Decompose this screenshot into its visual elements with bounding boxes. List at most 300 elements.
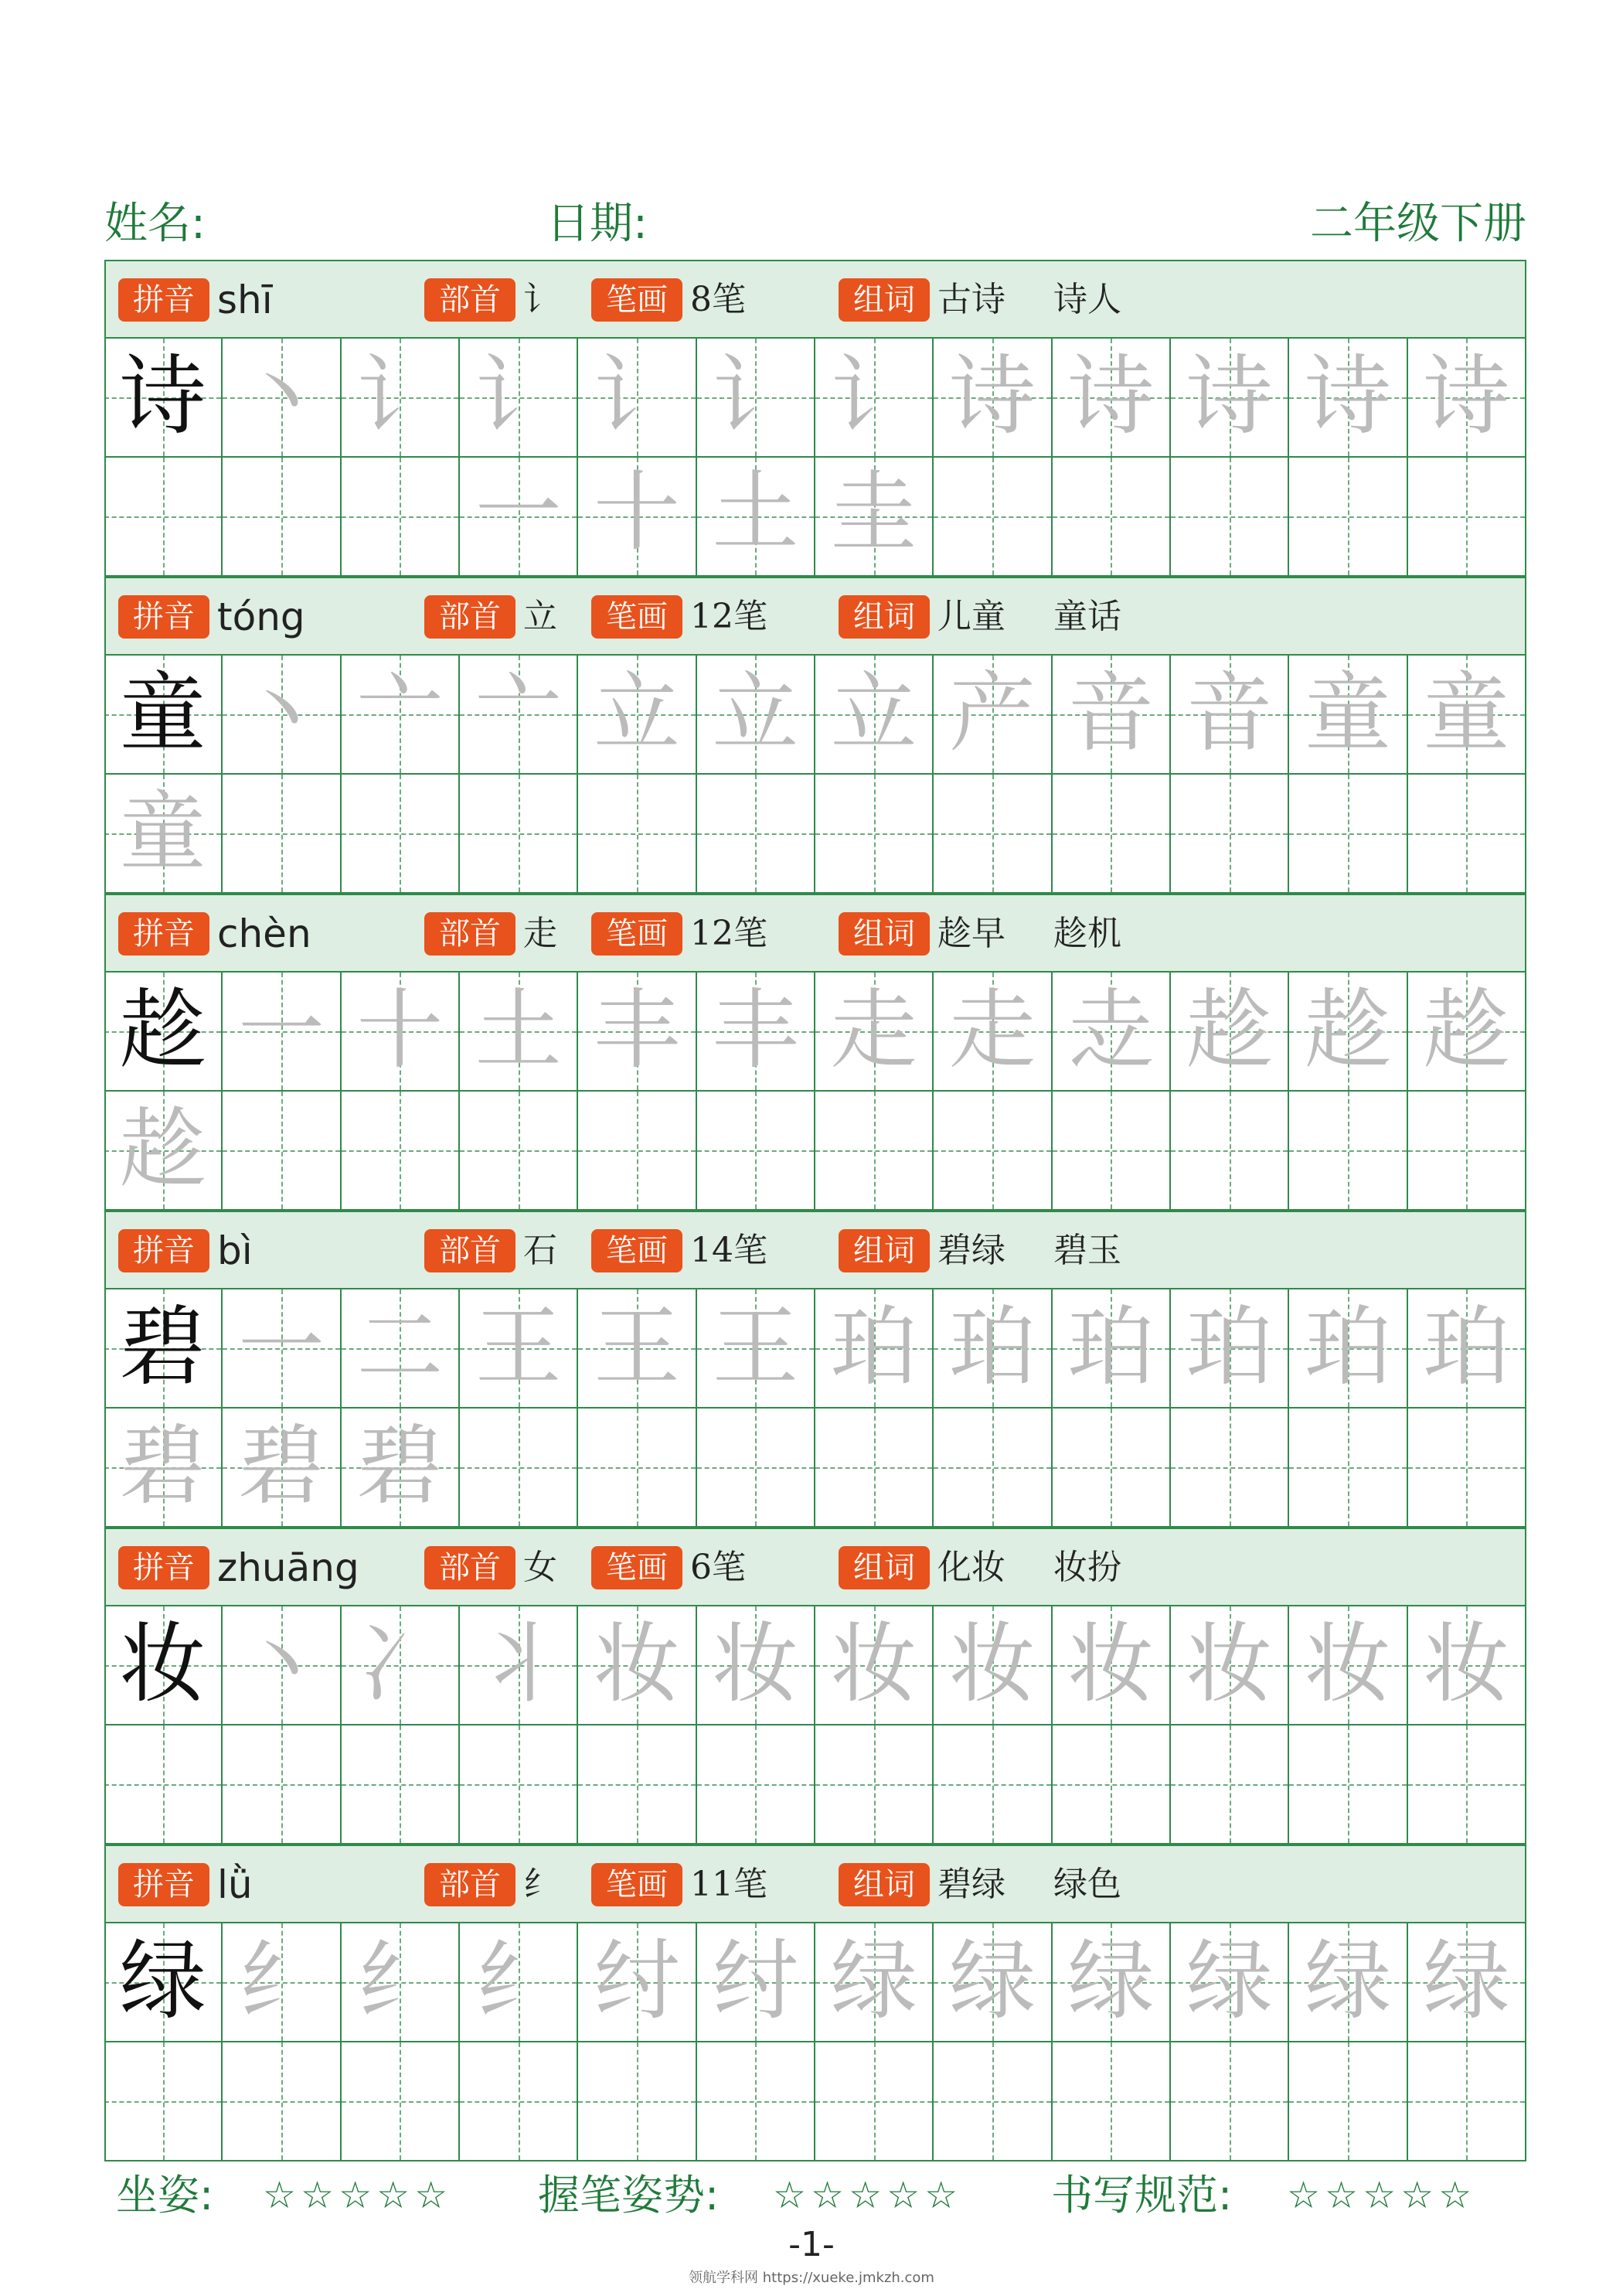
writing-cell[interactable] <box>460 775 578 894</box>
writing-cell[interactable] <box>1408 458 1526 577</box>
writing-cell[interactable] <box>104 656 223 775</box>
stroke-step: 纣 <box>712 1931 799 2032</box>
stroke-step: 丰 <box>593 980 680 1081</box>
trace-character: 童 <box>119 782 206 883</box>
writing-cell[interactable] <box>104 1409 223 1528</box>
writing-cell[interactable] <box>697 775 815 894</box>
stroke-step: 立 <box>712 663 799 764</box>
writing-cell[interactable] <box>697 1289 815 1409</box>
stroke-step: 趁 <box>1304 980 1391 1081</box>
writing-cell[interactable] <box>1171 339 1289 458</box>
stroke-step: 讠圭 <box>830 346 917 563</box>
evaluation-footer <box>116 2165 1523 2226</box>
writing-cell[interactable] <box>1289 1606 1407 1725</box>
strokes-value: 12笔 <box>690 597 767 636</box>
date-label: 日期: <box>546 199 648 249</box>
writing-cell[interactable] <box>1171 1923 1289 2042</box>
writing-cell[interactable] <box>1053 656 1171 775</box>
writing-cell[interactable] <box>460 339 578 563</box>
writing-cell[interactable] <box>578 1923 696 2042</box>
stroke-step: 亠 <box>475 663 562 764</box>
writing-cell[interactable] <box>578 1092 696 1211</box>
stroke-step: 珀 <box>948 1297 1036 1398</box>
writing-cell[interactable] <box>1171 1289 1289 1409</box>
writing-cell[interactable] <box>578 973 696 1092</box>
page-number: -1- <box>788 2225 835 2264</box>
writing-cell[interactable] <box>342 973 460 1092</box>
writing-cell[interactable] <box>342 339 460 458</box>
writing-cell[interactable] <box>342 1725 460 1845</box>
stroke-step: 绿 <box>1186 1931 1273 2032</box>
strokes-tag: 笔画 <box>591 595 682 639</box>
stroke-step: 诗 <box>1067 346 1155 447</box>
writing-cell[interactable] <box>104 1606 223 1725</box>
character-info-bar <box>104 894 1526 973</box>
words-tag: 组词 <box>839 278 930 322</box>
stroke-step: 音 <box>1186 663 1273 764</box>
writing-cell[interactable] <box>578 339 696 563</box>
stroke-step: 王 <box>593 1297 680 1398</box>
writing-cell[interactable] <box>815 1092 934 1211</box>
writing-cells <box>104 973 1526 1211</box>
writing-cell[interactable] <box>815 775 934 894</box>
writing-cells <box>104 339 1526 577</box>
strokes-value: 11笔 <box>690 1865 767 1904</box>
writing-cell[interactable] <box>934 656 1052 775</box>
writing-cells <box>104 1289 1526 1528</box>
writing-cell[interactable] <box>1408 2042 1526 2161</box>
writing-cell[interactable] <box>460 1092 578 1211</box>
stroke-step: 讠十 <box>593 346 680 563</box>
writing-cell[interactable] <box>1171 973 1289 1092</box>
writing-cell[interactable] <box>1053 339 1171 458</box>
writing-cell[interactable] <box>1289 2042 1407 2161</box>
words-tag: 组词 <box>839 595 930 639</box>
writing-cell[interactable] <box>934 1289 1052 1409</box>
stroke-step: 产 <box>948 663 1036 764</box>
radical-tag: 部首 <box>424 278 515 322</box>
stroke-step: 珀 <box>1067 1297 1155 1398</box>
writing-cell[interactable] <box>934 1409 1052 1528</box>
pinyin-tag: 拼音 <box>118 278 209 322</box>
strokes-value: 8笔 <box>690 280 746 319</box>
stroke-step: 趁 <box>1423 980 1510 1081</box>
character-block <box>104 577 1526 894</box>
radical-value: 讠 <box>523 280 557 319</box>
writing-cell[interactable] <box>1408 1923 1526 2042</box>
writing-cell[interactable] <box>1289 339 1407 458</box>
stroke-step: 王 <box>475 1297 562 1398</box>
writing-cell[interactable] <box>697 1606 815 1725</box>
stroke-step: 珀 <box>830 1297 917 1398</box>
writing-cell[interactable] <box>460 1289 578 1409</box>
writing-cell[interactable] <box>104 1923 223 2042</box>
stroke-step: 讠土 <box>712 346 799 563</box>
writing-cell[interactable] <box>1171 2042 1289 2161</box>
writing-cell[interactable] <box>697 1725 815 1845</box>
stroke-step: 丬 <box>475 1614 562 1715</box>
trace-character: 碧 <box>237 1416 325 1517</box>
writing-cell[interactable] <box>934 1606 1052 1725</box>
word-2: 妆扮 <box>1053 1548 1121 1587</box>
writing-cell[interactable] <box>104 775 223 894</box>
writing-cell[interactable] <box>934 1092 1052 1211</box>
writing-cell[interactable] <box>578 1289 696 1409</box>
word-1: 儿童 <box>937 597 1005 636</box>
stroke-step: 立 <box>593 663 680 764</box>
strokes-tag: 笔画 <box>591 1229 682 1272</box>
writing-cell[interactable] <box>223 1092 341 1211</box>
writing-cell[interactable] <box>460 973 578 1092</box>
writing-cell[interactable] <box>815 1409 934 1528</box>
character-info-bar <box>104 1528 1526 1606</box>
writing-cell[interactable] <box>1053 1409 1171 1528</box>
pinyin-tag: 拼音 <box>118 1863 209 1906</box>
writing-cell[interactable] <box>342 1606 460 1725</box>
stroke-step: 绿 <box>948 1931 1036 2032</box>
writing-cell[interactable] <box>934 2042 1052 2161</box>
pinyin-value: bì <box>217 1228 253 1273</box>
stroke-step: 绿 <box>1423 1931 1510 2032</box>
stroke-step: 珀 <box>1186 1297 1273 1398</box>
writing-cell[interactable] <box>697 656 815 775</box>
pinyin-value: lǜ <box>217 1862 253 1907</box>
writing-cell[interactable] <box>697 2042 815 2161</box>
stroke-step: 丶 <box>237 1614 325 1715</box>
strokes-tag: 笔画 <box>591 912 682 956</box>
writing-cell[interactable] <box>1053 1092 1171 1211</box>
stroke-step: 丰 <box>712 980 799 1081</box>
character-info-bar <box>104 1211 1526 1289</box>
writing-cell[interactable] <box>815 656 934 775</box>
writing-cell[interactable] <box>934 458 1052 577</box>
model-character: 碧 <box>119 1297 206 1398</box>
character-info-bar <box>104 577 1526 656</box>
writing-cell[interactable] <box>342 458 460 577</box>
writing-cell[interactable] <box>1171 458 1289 577</box>
writing-cell[interactable] <box>104 458 223 577</box>
stroke-step: 妆 <box>1423 1614 1510 1715</box>
stroke-step: 讠 <box>356 346 444 447</box>
writing-label: 书写规范: <box>1051 2171 1233 2219</box>
writing-cell[interactable] <box>1289 973 1407 1092</box>
strokes-tag: 笔画 <box>591 278 682 322</box>
radical-tag: 部首 <box>424 595 515 639</box>
writing-cell[interactable] <box>697 1923 815 2042</box>
grip-stars[interactable]: ☆☆☆☆☆ <box>773 2174 963 2217</box>
stroke-step: 诗 <box>1186 346 1273 447</box>
word-2: 绿色 <box>1053 1865 1121 1904</box>
writing-cell[interactable] <box>342 2042 460 2161</box>
word-2: 诗人 <box>1053 280 1121 319</box>
writing-cell[interactable] <box>1289 1725 1407 1845</box>
writing-cell[interactable] <box>1053 775 1171 894</box>
writing-cell[interactable] <box>342 1409 460 1528</box>
stroke-step: 纟 <box>475 1931 562 2032</box>
grip-label: 握笔姿势: <box>538 2171 720 2219</box>
writing-cell[interactable] <box>342 1092 460 1211</box>
writing-cell[interactable] <box>104 973 223 1092</box>
model-character: 诗 <box>119 346 206 447</box>
model-character: 绿 <box>119 1931 206 2032</box>
word-2: 碧玉 <box>1053 1231 1121 1270</box>
writing-cell[interactable] <box>223 2042 341 2161</box>
writing-cell[interactable] <box>1289 1092 1407 1211</box>
writing-cells <box>104 1606 1526 1845</box>
writing-cell[interactable] <box>578 775 696 894</box>
grade-label: 二年级下册 <box>1310 199 1526 249</box>
pinyin-value: chèn <box>217 911 311 956</box>
writing-cell[interactable] <box>1408 1725 1526 1845</box>
writing-cell[interactable] <box>1171 1092 1289 1211</box>
radical-value: 走 <box>523 914 557 953</box>
writing-cell[interactable] <box>1408 1092 1526 1211</box>
stroke-step: 土 <box>475 980 562 1081</box>
writing-cell[interactable] <box>815 1725 934 1845</box>
writing-cell[interactable] <box>223 1725 341 1845</box>
stroke-step: 妆 <box>1304 1614 1391 1715</box>
writing-cell[interactable] <box>104 339 223 458</box>
name-label: 姓名: <box>104 199 206 249</box>
character-info-bar <box>104 260 1526 339</box>
character-info-bar <box>104 1845 1526 1923</box>
writing-cell[interactable] <box>460 2042 578 2161</box>
stroke-step: 讠一 <box>475 346 562 563</box>
stroke-step: 童 <box>1423 663 1510 764</box>
stroke-step: 绿 <box>830 1931 917 2032</box>
writing-cell[interactable] <box>815 2042 934 2161</box>
writing-cell[interactable] <box>1171 656 1289 775</box>
stroke-step: 诗 <box>1423 346 1510 447</box>
writing-cell[interactable] <box>460 1725 578 1845</box>
writing-cell[interactable] <box>1171 1409 1289 1528</box>
writing-cell[interactable] <box>223 1923 341 2042</box>
stroke-step: 妆 <box>1067 1614 1155 1715</box>
stroke-step: 童 <box>1304 663 1391 764</box>
stroke-step: 冫 <box>356 1614 444 1715</box>
writing-cell[interactable] <box>223 973 341 1092</box>
practice-grid <box>104 260 1526 2161</box>
word-2: 趁机 <box>1053 914 1121 953</box>
writing-cells <box>104 1923 1526 2161</box>
radical-tag: 部首 <box>424 912 515 956</box>
writing-cell[interactable] <box>1408 1606 1526 1725</box>
strokes-value: 6笔 <box>690 1548 746 1587</box>
stroke-step: 丶 <box>237 346 325 447</box>
writing-cell[interactable] <box>460 1606 578 1725</box>
writing-cell[interactable] <box>460 1409 578 1528</box>
writing-cell[interactable] <box>934 1923 1052 2042</box>
stroke-step: 绿 <box>1304 1931 1391 2032</box>
stroke-step: 妆 <box>948 1614 1036 1715</box>
stroke-step: 立 <box>830 663 917 764</box>
word-1: 古诗 <box>937 280 1005 319</box>
pinyin-value: tóng <box>217 594 305 639</box>
pinyin-tag: 拼音 <box>118 1229 209 1272</box>
writing-cell[interactable] <box>578 1606 696 1725</box>
stroke-step: 妆 <box>712 1614 799 1715</box>
writing-cell[interactable] <box>1408 656 1526 775</box>
words-tag: 组词 <box>839 1546 930 1589</box>
stroke-step: 音 <box>1067 663 1155 764</box>
writing-cell[interactable] <box>578 1725 696 1845</box>
writing-cell[interactable] <box>578 2042 696 2161</box>
writing-cell[interactable] <box>1289 1923 1407 2042</box>
words-tag: 组词 <box>839 912 930 956</box>
writing-cell[interactable] <box>1053 1923 1171 2042</box>
strokes-value: 14笔 <box>690 1231 767 1270</box>
stroke-step: 纟 <box>356 1931 444 2032</box>
word-1: 趁早 <box>937 914 1005 953</box>
stroke-step: 王 <box>712 1297 799 1398</box>
writing-cell[interactable] <box>1053 458 1171 577</box>
writing-cell[interactable] <box>815 973 934 1092</box>
writing-cell[interactable] <box>223 1409 341 1528</box>
stroke-step: 走 <box>830 980 917 1081</box>
writing-cell[interactable] <box>1053 1725 1171 1845</box>
trace-character: 趁 <box>119 1099 206 1200</box>
words-tag: 组词 <box>839 1863 930 1906</box>
writing-cell[interactable] <box>1053 1289 1171 1409</box>
character-block <box>104 260 1526 577</box>
stroke-step: 妆 <box>1186 1614 1273 1715</box>
stroke-step: 一 <box>237 980 325 1081</box>
stroke-step: 珀 <box>1304 1297 1391 1398</box>
writing-cell[interactable] <box>697 973 815 1092</box>
radical-value: 立 <box>523 597 557 636</box>
writing-cell[interactable] <box>104 1289 223 1409</box>
stroke-step: 丶 <box>237 663 325 764</box>
writing-cell[interactable] <box>342 1923 460 2042</box>
stroke-step: 走 <box>948 980 1036 1081</box>
stroke-step: 十 <box>356 980 444 1081</box>
trace-character: 碧 <box>356 1416 444 1517</box>
writing-cell[interactable] <box>697 1092 815 1211</box>
radical-tag: 部首 <box>424 1863 515 1906</box>
stroke-step: 诗 <box>948 346 1036 447</box>
character-block <box>104 1211 1526 1528</box>
pinyin-tag: 拼音 <box>118 595 209 639</box>
writing-cell[interactable] <box>934 1725 1052 1845</box>
stroke-step: 赱 <box>1067 980 1155 1081</box>
writing-cell[interactable] <box>223 458 341 577</box>
writing-cell[interactable] <box>223 339 341 458</box>
radical-value: 石 <box>523 1231 557 1270</box>
trace-character: 碧 <box>119 1416 206 1517</box>
strokes-tag: 笔画 <box>591 1546 682 1589</box>
writing-cell[interactable] <box>223 775 341 894</box>
writing-cell[interactable] <box>697 339 815 563</box>
writing-cell[interactable] <box>104 2042 223 2161</box>
writing-cell[interactable] <box>223 1289 341 1409</box>
stroke-step: 诗 <box>1304 346 1391 447</box>
writing-cell[interactable] <box>1171 775 1289 894</box>
writing-cell[interactable] <box>1053 1606 1171 1725</box>
writing-cell[interactable] <box>460 656 578 775</box>
writing-cell[interactable] <box>1289 458 1407 577</box>
writing-cell[interactable] <box>104 1092 223 1211</box>
writing-cell[interactable] <box>1408 775 1526 894</box>
radical-value: 纟 <box>523 1865 557 1904</box>
writing-cell[interactable] <box>578 656 696 775</box>
word-1: 碧绿 <box>937 1231 1005 1270</box>
writing-cell[interactable] <box>1289 1409 1407 1528</box>
writing-cell[interactable] <box>223 1606 341 1725</box>
words-tag: 组词 <box>839 1229 930 1272</box>
page-header <box>104 193 1526 255</box>
radical-value: 女 <box>523 1548 557 1587</box>
writing-cell[interactable] <box>223 656 341 775</box>
strokes-tag: 笔画 <box>591 1863 682 1906</box>
writing-cells <box>104 656 1526 894</box>
posture-stars[interactable]: ☆☆☆☆☆ <box>263 2174 453 2217</box>
character-block <box>104 894 1526 1211</box>
stroke-step: 纣 <box>593 1931 680 2032</box>
strokes-value: 12笔 <box>690 914 767 953</box>
writing-cell[interactable] <box>1053 2042 1171 2161</box>
model-character: 趁 <box>119 980 206 1081</box>
writing-cell[interactable] <box>1408 339 1526 458</box>
radical-tag: 部首 <box>424 1229 515 1272</box>
writing-cell[interactable] <box>342 656 460 775</box>
writing-cell[interactable] <box>1053 973 1171 1092</box>
stroke-step: 趁 <box>1186 980 1273 1081</box>
writing-cell[interactable] <box>1171 1725 1289 1845</box>
pinyin-value: zhuāng <box>217 1545 359 1590</box>
stroke-step: 珀 <box>1423 1297 1510 1398</box>
writing-cell[interactable] <box>815 1606 934 1725</box>
posture-label: 坐姿: <box>116 2171 214 2219</box>
writing-cell[interactable] <box>1408 973 1526 1092</box>
radical-tag: 部首 <box>424 1546 515 1589</box>
writing-cell[interactable] <box>104 1725 223 1845</box>
writing-cell[interactable] <box>934 775 1052 894</box>
pinyin-tag: 拼音 <box>118 912 209 956</box>
stroke-step: 亠 <box>356 663 444 764</box>
writing-cell[interactable] <box>1408 1289 1526 1409</box>
character-block <box>104 1528 1526 1845</box>
model-character: 童 <box>119 663 206 764</box>
writing-cell[interactable] <box>578 1409 696 1528</box>
writing-cell[interactable] <box>815 1923 934 2042</box>
model-character: 妆 <box>119 1614 206 1715</box>
writing-cell[interactable] <box>342 775 460 894</box>
writing-cell[interactable] <box>1289 775 1407 894</box>
writing-cell[interactable] <box>1408 1409 1526 1528</box>
writing-cell[interactable] <box>1171 1606 1289 1725</box>
character-block <box>104 1845 1526 2161</box>
writing-cell[interactable] <box>815 1289 934 1409</box>
writing-stars[interactable]: ☆☆☆☆☆ <box>1287 2174 1477 2217</box>
writing-cell[interactable] <box>1289 1289 1407 1409</box>
writing-cell[interactable] <box>460 1923 578 2042</box>
pinyin-value: shī <box>217 278 273 322</box>
word-1: 化妆 <box>937 1548 1005 1587</box>
writing-cell[interactable] <box>815 339 934 563</box>
word-2: 童话 <box>1053 597 1121 636</box>
stroke-step: 妆 <box>593 1614 680 1715</box>
writing-cell[interactable] <box>697 1409 815 1528</box>
writing-cell[interactable] <box>934 339 1052 458</box>
word-1: 碧绿 <box>937 1865 1005 1904</box>
stroke-step: 纟 <box>237 1931 325 2032</box>
watermark: 领航学科网 https://xueke.jmkzh.com <box>689 2270 934 2286</box>
writing-cell[interactable] <box>934 973 1052 1092</box>
stroke-step: 一 <box>237 1297 325 1398</box>
writing-cell[interactable] <box>1289 656 1407 775</box>
stroke-step: 妆 <box>830 1614 917 1715</box>
writing-cell[interactable] <box>342 1289 460 1409</box>
